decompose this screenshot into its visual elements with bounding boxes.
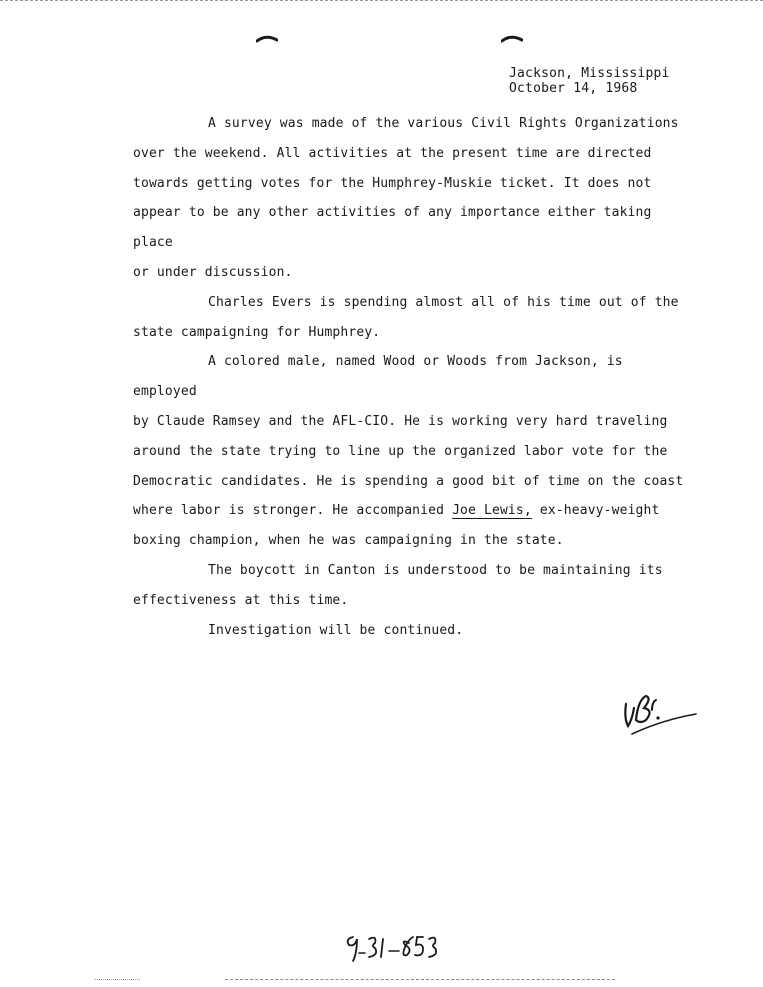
paragraph-survey: A survey was made of the various Civil Rights Organizations over the weekend. All activities at the present time are directed towards getting votes for the Humphrey-Muskie ticket. It does not appear to be any other activities of any importance either taking place or under discussion.	[133, 116, 679, 280]
paragraph-boycott: The boycott in Canton is understood to be maintaining its effectiveness at this time.	[133, 562, 663, 608]
handwritten-file-number	[343, 931, 443, 963]
place-date-block	[509, 66, 670, 96]
paragraph-labor-continued: ex-heavy-weight boxing champion, when he was campaigning in the state.	[133, 503, 660, 549]
date-line: October 14, 1968	[509, 81, 638, 96]
page-top-edge	[0, 0, 763, 5]
place-line: Jackson, Mississippi	[509, 66, 670, 81]
bottom-speckle-marks	[95, 979, 140, 982]
page-bottom-edge	[225, 979, 615, 981]
handwritten-initials	[622, 690, 702, 742]
punch-mark-left	[256, 33, 278, 43]
memo-body	[133, 109, 693, 645]
paragraph-evers: Charles Evers is spending almost all of his time out of the state campaigning for Humphrey.	[133, 294, 679, 340]
punch-mark-right	[501, 33, 523, 43]
paragraph-labor-text: A colored male, named Wood or Woods from Jackson, is employed by Claude Ramsey and the AFL-CIO. He is working very hard traveling around the state trying to line up the organized labor vote for the Democratic candidates. He is spending a good bit of time on the coast where labor is stronger. He accompanied	[133, 354, 684, 519]
paragraph-closing: Investigation will be continued.	[208, 622, 464, 638]
paragraph-labor	[133, 347, 693, 556]
underlined-name: Joe Lewis,	[452, 503, 532, 519]
